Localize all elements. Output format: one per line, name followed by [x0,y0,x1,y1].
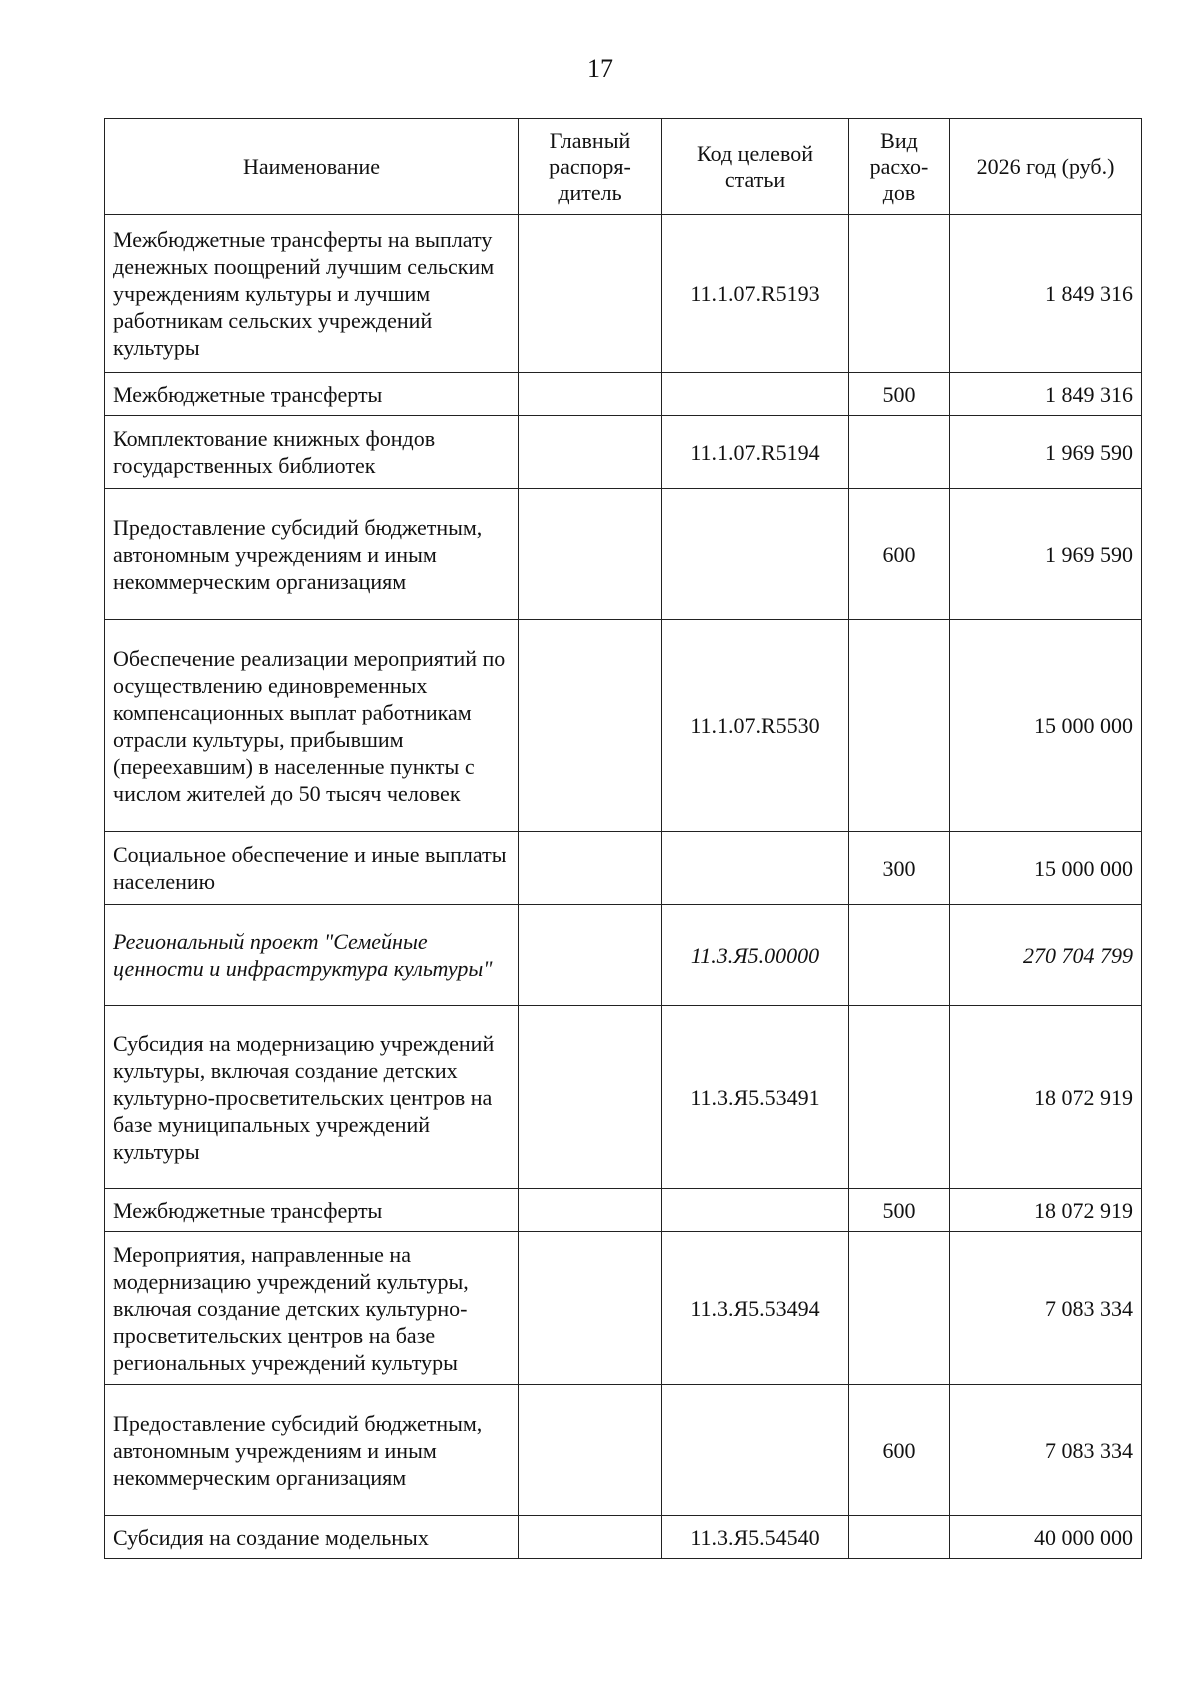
table-row [105,1232,1142,1385]
cell-amount: 1 969 590 [950,416,1142,489]
cell-type [849,416,950,489]
cell-amount: 40 000 000 [950,1516,1142,1559]
table-row [105,620,1142,832]
cell-admin [519,373,662,416]
cell-admin [519,1385,662,1516]
cell-admin [519,489,662,620]
cell-admin [519,905,662,1006]
cell-name: Межбюджетные трансферты на выплату денежных поощрений лучшим сельским учреждениям культуры и лучшим работникам сельских учреждений культуры [105,215,519,373]
table-row [105,832,1142,905]
table-row [105,416,1142,489]
table-row [105,1189,1142,1232]
header-admin: Главный распоря-дитель [519,119,662,215]
header-amount: 2026 год (руб.) [950,119,1142,215]
cell-type [849,215,950,373]
cell-type [849,1006,950,1189]
cell-amount: 1 849 316 [950,215,1142,373]
budget-table [104,118,1142,1559]
header-code: Код целевой статьи [662,119,849,215]
cell-type [849,1232,950,1385]
header-name: Наименование [105,119,519,215]
cell-name: Социальное обеспечение и иные выплаты населению [105,832,519,905]
table-row [105,215,1142,373]
cell-code: 11.3.Я5.53491 [662,1006,849,1189]
table-row [105,1006,1142,1189]
cell-admin [519,832,662,905]
cell-admin [519,620,662,832]
cell-amount: 18 072 919 [950,1189,1142,1232]
cell-admin [519,1189,662,1232]
cell-admin [519,1232,662,1385]
cell-type: 600 [849,489,950,620]
table-row [105,489,1142,620]
cell-code: 11.3.Я5.53494 [662,1232,849,1385]
cell-code [662,1189,849,1232]
cell-name: Межбюджетные трансферты [105,1189,519,1232]
cell-name: Предоставление субсидий бюджетным, автономным учреждениям и иным некоммерческим организациям [105,1385,519,1516]
cell-amount: 15 000 000 [950,620,1142,832]
cell-amount: 270 704 799 [950,905,1142,1006]
cell-name: Межбюджетные трансферты [105,373,519,416]
cell-type: 500 [849,373,950,416]
cell-name: Субсидия на модернизацию учреждений культуры, включая создание детских культурно-просветительских центров на базе муниципальных учреждений культуры [105,1006,519,1189]
cell-amount: 1 969 590 [950,489,1142,620]
cell-name: Субсидия на создание модельных [105,1516,519,1559]
page-number: 17 [587,54,613,83]
cell-type: 500 [849,1189,950,1232]
cell-code [662,1385,849,1516]
cell-code: 11.1.07.R5530 [662,620,849,832]
table-row [105,1516,1142,1559]
cell-amount: 15 000 000 [950,832,1142,905]
cell-type [849,905,950,1006]
cell-code: 11.1.07.R5193 [662,215,849,373]
header-type: Вид расхо-дов [849,119,950,215]
cell-admin [519,215,662,373]
cell-amount: 7 083 334 [950,1385,1142,1516]
cell-code: 11.1.07.R5194 [662,416,849,489]
cell-code [662,489,849,620]
cell-amount: 7 083 334 [950,1232,1142,1385]
cell-amount: 1 849 316 [950,373,1142,416]
cell-name: Региональный проект "Семейные ценности и инфраструктура культуры" [105,905,519,1006]
table-row [105,373,1142,416]
cell-code: 11.3.Я5.00000 [662,905,849,1006]
cell-type: 600 [849,1385,950,1516]
cell-type: 300 [849,832,950,905]
cell-admin [519,1006,662,1189]
cell-amount: 18 072 919 [950,1006,1142,1189]
cell-name: Комплектование книжных фондов государственных библиотек [105,416,519,489]
cell-name: Предоставление субсидий бюджетным, автономным учреждениям и иным некоммерческим организациям [105,489,519,620]
table-body [105,215,1142,1559]
table-row [105,905,1142,1006]
table-header-row [105,119,1142,215]
cell-admin [519,416,662,489]
cell-code [662,373,849,416]
cell-name: Обеспечение реализации мероприятий по осуществлению единовременных компенсационных выплат работникам отрасли культуры, прибывшим (переехавшим) в населенные пункты с числом жителей до 50 тысяч человек [105,620,519,832]
cell-admin [519,1516,662,1559]
cell-type [849,620,950,832]
cell-name: Мероприятия, направленные на модернизацию учреждений культуры, включая создание детских культурно-просветительских центров на базе региональных учреждений культуры [105,1232,519,1385]
cell-code: 11.3.Я5.54540 [662,1516,849,1559]
cell-type [849,1516,950,1559]
cell-code [662,832,849,905]
table-row [105,1385,1142,1516]
